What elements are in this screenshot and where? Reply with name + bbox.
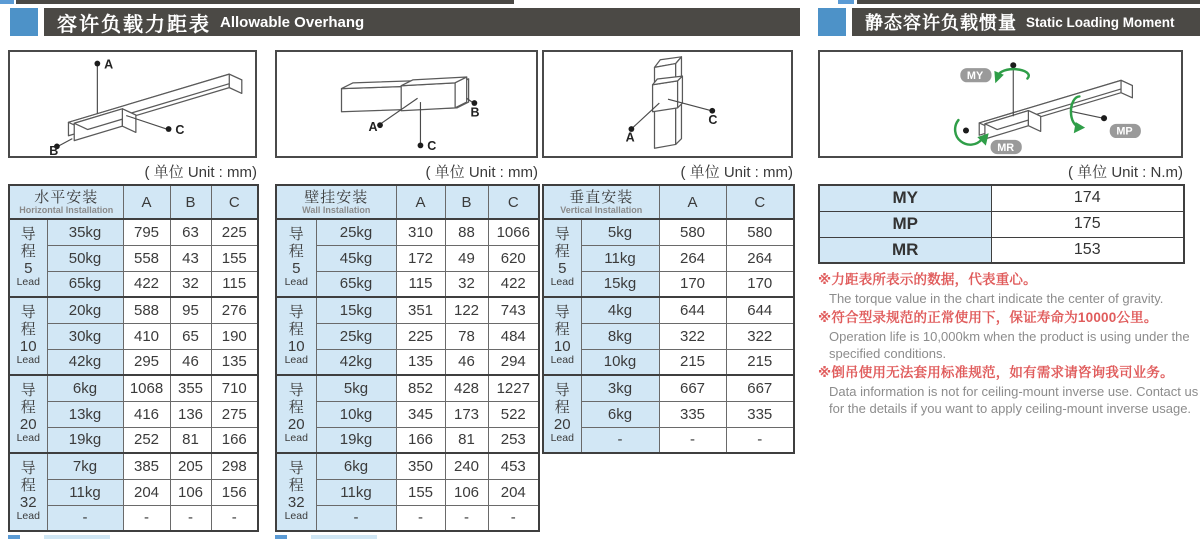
value-cell: 422 — [123, 271, 170, 297]
value-cell: 115 — [396, 271, 445, 297]
footnote — [818, 271, 1200, 307]
value-cell: 335 — [659, 401, 726, 427]
lead-char: 程 — [288, 320, 304, 338]
installation-title-cn: 垂直安装 — [569, 188, 634, 206]
unit-label-nm: ( 单位 Unit : N.m) — [1068, 164, 1183, 181]
value-cell: 422 — [488, 271, 539, 297]
lead-char: 程 — [20, 320, 36, 338]
table-row — [9, 245, 258, 271]
load-cell: 7kg — [47, 453, 123, 479]
value-cell: 345 — [396, 401, 445, 427]
value-cell: 81 — [170, 427, 211, 453]
value-cell: 335 — [726, 401, 794, 427]
value-cell: 350 — [396, 453, 445, 479]
value-cell: - — [211, 505, 258, 531]
lead-char: 程 — [554, 320, 570, 338]
horizontal-rail-drawing — [10, 52, 255, 156]
footnote-cn: ※力距表所表示的数据，代表重心。 — [818, 272, 1037, 287]
value-cell: 32 — [170, 271, 211, 297]
value-cell: 416 — [123, 401, 170, 427]
point-b-label: B — [470, 105, 480, 120]
lead-group-cell — [9, 297, 47, 375]
footnote-en: The torque value in the chart indicate the center of gravity. — [829, 290, 1164, 306]
value-cell: 322 — [659, 323, 726, 349]
my-moment-badge: MY — [966, 69, 984, 82]
lead-number: 20 — [553, 415, 571, 433]
table-row — [276, 297, 539, 323]
value-cell: 522 — [488, 401, 539, 427]
value-cell: 78 — [445, 323, 488, 349]
value-cell: 310 — [396, 219, 445, 245]
value-cell: 166 — [396, 427, 445, 453]
value-cell: 204 — [123, 479, 170, 505]
value-cell: 298 — [211, 453, 258, 479]
lead-group-cell — [276, 297, 316, 375]
installation-title-en: Vertical Installation — [560, 205, 643, 216]
footnotes — [818, 271, 1200, 419]
load-cell: 35kg — [47, 219, 123, 245]
value-cell: - — [445, 505, 488, 531]
table-row — [9, 271, 258, 297]
value-cell: 43 — [170, 245, 211, 271]
value-cell: 410 — [123, 323, 170, 349]
load-cell: 42kg — [47, 349, 123, 375]
lead-number: 10 — [287, 337, 305, 355]
lead-group-cell — [9, 219, 47, 297]
value-cell: 1068 — [123, 375, 170, 401]
value-cell: - — [659, 427, 726, 453]
table-row — [276, 219, 539, 245]
value-cell: 322 — [726, 323, 794, 349]
moment-header-bar — [852, 8, 1200, 36]
value-cell: 190 — [211, 323, 258, 349]
value-cell: 743 — [488, 297, 539, 323]
moment-title-cn: 静态容许负载惯量 — [865, 13, 1017, 33]
wall-installation-diagram — [275, 50, 538, 158]
value-cell: 172 — [396, 245, 445, 271]
bottom-cutoff-accent — [8, 535, 20, 539]
value-cell: 484 — [488, 323, 539, 349]
column-header-cell: A — [123, 185, 170, 219]
lead-char: 导 — [20, 381, 36, 399]
lead-group-cell — [9, 375, 47, 453]
lead-group-cell — [543, 219, 581, 297]
bottom-cutoff-cell — [311, 535, 377, 539]
lead-group-cell — [276, 453, 316, 531]
lead-char: 程 — [20, 476, 36, 494]
value-cell: 88 — [445, 219, 488, 245]
mp-moment-badge: MP — [1116, 125, 1133, 138]
lead-word: Lead — [550, 432, 574, 445]
load-cell: 45kg — [316, 245, 396, 271]
value-cell: 204 — [488, 479, 539, 505]
value-cell: 295 — [123, 349, 170, 375]
moment-accent-square — [818, 8, 846, 36]
lead-char: 程 — [288, 476, 304, 494]
unit-label-mm: ( 单位 Unit : mm) — [680, 164, 793, 181]
load-cell: 19kg — [316, 427, 396, 453]
moment-value-cell: 175 — [991, 211, 1184, 237]
unit-label-mm: ( 单位 Unit : mm) — [144, 164, 257, 181]
table-row — [276, 375, 539, 401]
value-cell: 225 — [211, 219, 258, 245]
value-cell: 240 — [445, 453, 488, 479]
load-cell: 5kg — [316, 375, 396, 401]
lead-char: 程 — [288, 242, 304, 260]
value-cell: 264 — [726, 245, 794, 271]
lead-word: Lead — [16, 276, 40, 289]
point-a-label: A — [104, 57, 114, 72]
value-cell: 215 — [659, 349, 726, 375]
value-cell: 453 — [488, 453, 539, 479]
lead-word: Lead — [550, 276, 574, 289]
lead-word: Lead — [550, 354, 574, 367]
moment-row — [819, 211, 1184, 237]
table-row — [276, 271, 539, 297]
lead-char: 导 — [288, 225, 304, 243]
load-cell: 8kg — [581, 323, 659, 349]
table-header-row — [543, 185, 794, 219]
table-row — [276, 401, 539, 427]
footnote-en: Data information is not for ceiling-mount inverse use. Contact us for the details if you want to apply ceiling-mount inverse usage. — [829, 384, 1199, 417]
table-row — [543, 219, 794, 245]
load-cell: 13kg — [47, 401, 123, 427]
load-cell: 25kg — [316, 219, 396, 245]
table-row — [276, 427, 539, 453]
table-row — [543, 427, 794, 453]
lead-word: Lead — [284, 276, 308, 289]
value-cell: 225 — [396, 323, 445, 349]
lead-char: 程 — [20, 242, 36, 260]
value-cell: 588 — [123, 297, 170, 323]
load-cell: 6kg — [316, 453, 396, 479]
value-cell: 580 — [726, 219, 794, 245]
value-cell: 155 — [396, 479, 445, 505]
lead-char: 程 — [554, 242, 570, 260]
load-cell: 4kg — [581, 297, 659, 323]
point-c-label: C — [175, 122, 185, 137]
value-cell: 46 — [170, 349, 211, 375]
lead-word: Lead — [284, 432, 308, 445]
footnote — [818, 309, 1200, 362]
footnote-en: Operation life is 10,000km when the product is using under the specified conditions. — [829, 328, 1190, 362]
value-cell: 276 — [211, 297, 258, 323]
bottom-cutoff-accent — [275, 535, 287, 539]
load-cell: 19kg — [47, 427, 123, 453]
load-cell: 65kg — [316, 271, 396, 297]
table-row — [276, 245, 539, 271]
load-cell: 6kg — [47, 375, 123, 401]
table-row — [9, 505, 258, 531]
load-cell: - — [47, 505, 123, 531]
table-row — [276, 453, 539, 479]
value-cell: 253 — [488, 427, 539, 453]
top-cutoff-accent — [838, 0, 854, 4]
point-a-label: A — [368, 119, 378, 134]
value-cell: 351 — [396, 297, 445, 323]
load-cell: 5kg — [581, 219, 659, 245]
moment-rail-drawing — [820, 52, 1181, 156]
table-row — [543, 401, 794, 427]
top-cutoff-bar — [16, 0, 514, 4]
installation-header-cell — [9, 185, 123, 219]
lead-group-cell — [543, 297, 581, 375]
lead-number: 20 — [19, 415, 37, 433]
static-moment-table — [818, 184, 1185, 264]
wall-installation-table — [275, 184, 540, 532]
load-cell: 30kg — [47, 323, 123, 349]
moment-label-cell: MR — [819, 237, 991, 263]
value-cell: 106 — [445, 479, 488, 505]
moment-value-cell: 174 — [991, 185, 1184, 211]
lead-char: 程 — [554, 398, 570, 416]
lead-word: Lead — [16, 510, 40, 523]
value-cell: 644 — [726, 297, 794, 323]
lead-number: 5 — [558, 259, 567, 277]
moment-row — [819, 237, 1184, 263]
footnote — [818, 364, 1200, 417]
lead-char: 导 — [554, 225, 570, 243]
table-row — [543, 375, 794, 401]
load-cell: - — [316, 505, 396, 531]
table-row — [276, 349, 539, 375]
moment-label-cell: MY — [819, 185, 991, 211]
load-cell: 15kg — [581, 271, 659, 297]
column-header-cell: B — [170, 185, 211, 219]
value-cell: 667 — [659, 375, 726, 401]
static-moment-diagram — [818, 50, 1183, 158]
column-header-cell: B — [445, 185, 488, 219]
value-cell: 205 — [170, 453, 211, 479]
moment-value-cell: 153 — [991, 237, 1184, 263]
overhang-accent-square — [10, 8, 38, 36]
lead-number: 5 — [292, 259, 301, 277]
value-cell: 63 — [170, 219, 211, 245]
value-cell: 264 — [659, 245, 726, 271]
value-cell: 355 — [170, 375, 211, 401]
top-cutoff-bar — [857, 0, 1200, 4]
lead-number: 32 — [287, 493, 305, 511]
lead-group-cell — [276, 375, 316, 453]
value-cell: 122 — [445, 297, 488, 323]
mr-moment-badge: MR — [997, 141, 1015, 154]
value-cell: 385 — [123, 453, 170, 479]
lead-word: Lead — [284, 510, 308, 523]
value-cell: 95 — [170, 297, 211, 323]
wall-rail-drawing — [277, 52, 536, 156]
load-cell: 11kg — [47, 479, 123, 505]
load-cell: 10kg — [316, 401, 396, 427]
value-cell: 667 — [726, 375, 794, 401]
load-cell: 11kg — [581, 245, 659, 271]
column-header-cell: A — [396, 185, 445, 219]
table-row — [9, 453, 258, 479]
moment-title-en: Static Loading Moment — [1026, 14, 1175, 30]
table-row — [543, 271, 794, 297]
lead-number: 5 — [24, 259, 33, 277]
moment-label-cell: MP — [819, 211, 991, 237]
point-a-label: A — [625, 130, 635, 145]
lead-number: 10 — [19, 337, 37, 355]
value-cell: 156 — [211, 479, 258, 505]
lead-char: 导 — [288, 459, 304, 477]
lead-group-cell — [276, 219, 316, 297]
value-cell: 252 — [123, 427, 170, 453]
load-cell: 15kg — [316, 297, 396, 323]
lead-number: 32 — [19, 493, 37, 511]
overhang-title-cn: 容许负载力距表 — [57, 13, 211, 36]
lead-char: 导 — [288, 381, 304, 399]
footnote-cn: ※倒吊使用无法套用标准规范，如有需求请咨询我司业务。 — [818, 365, 1174, 381]
lead-group-cell — [543, 375, 581, 453]
installation-header-cell — [276, 185, 396, 219]
value-cell: 170 — [726, 271, 794, 297]
lead-number: 10 — [553, 337, 571, 355]
value-cell: 136 — [170, 401, 211, 427]
value-cell: 135 — [396, 349, 445, 375]
point-c-label: C — [427, 139, 437, 154]
lead-char: 程 — [288, 398, 304, 416]
lead-word: Lead — [16, 354, 40, 367]
table-row — [543, 349, 794, 375]
column-header-cell: A — [659, 185, 726, 219]
value-cell: 215 — [726, 349, 794, 375]
value-cell: 170 — [659, 271, 726, 297]
load-cell: 42kg — [316, 349, 396, 375]
column-header-cell: C — [211, 185, 258, 219]
table-row — [9, 349, 258, 375]
value-cell: 710 — [211, 375, 258, 401]
vertical-rail-drawing — [544, 52, 791, 156]
value-cell: 46 — [445, 349, 488, 375]
table-row — [276, 323, 539, 349]
value-cell: - — [396, 505, 445, 531]
value-cell: 65 — [170, 323, 211, 349]
table-row — [9, 479, 258, 505]
point-b-label: B — [49, 144, 59, 156]
table-row — [9, 323, 258, 349]
table-row — [9, 219, 258, 245]
load-cell: 25kg — [316, 323, 396, 349]
lead-char: 导 — [20, 303, 36, 321]
lead-char: 导 — [20, 459, 36, 477]
table-row — [276, 479, 539, 505]
overhang-header-bar — [44, 8, 800, 36]
vertical-installation-table — [542, 184, 795, 454]
moment-row — [819, 185, 1184, 211]
table-row — [543, 323, 794, 349]
table-row — [9, 375, 258, 401]
value-cell: 558 — [123, 245, 170, 271]
column-header-cell: C — [726, 185, 794, 219]
value-cell: 49 — [445, 245, 488, 271]
value-cell: 155 — [211, 245, 258, 271]
value-cell: 294 — [488, 349, 539, 375]
value-cell: 135 — [211, 349, 258, 375]
lead-number: 20 — [287, 415, 305, 433]
load-cell: 11kg — [316, 479, 396, 505]
value-cell: - — [726, 427, 794, 453]
installation-header-cell — [543, 185, 659, 219]
load-cell: 65kg — [47, 271, 123, 297]
value-cell: 428 — [445, 375, 488, 401]
value-cell: 644 — [659, 297, 726, 323]
installation-title-cn: 壁挂安装 — [304, 188, 369, 206]
lead-char: 导 — [554, 381, 570, 399]
value-cell: 275 — [211, 401, 258, 427]
table-row — [543, 245, 794, 271]
value-cell: 81 — [445, 427, 488, 453]
load-cell: 6kg — [581, 401, 659, 427]
value-cell: 106 — [170, 479, 211, 505]
lead-char: 导 — [554, 303, 570, 321]
bottom-cutoff-cell — [44, 535, 110, 539]
load-cell: 50kg — [47, 245, 123, 271]
lead-char: 导 — [20, 225, 36, 243]
load-cell: - — [581, 427, 659, 453]
load-cell: 20kg — [47, 297, 123, 323]
lead-word: Lead — [284, 354, 308, 367]
load-cell: 3kg — [581, 375, 659, 401]
value-cell: 620 — [488, 245, 539, 271]
value-cell: - — [488, 505, 539, 531]
table-header-row — [9, 185, 258, 219]
value-cell: 32 — [445, 271, 488, 297]
footnote-cn: ※符合型录规范的正常使用下，保证寿命为10000公里。 — [818, 310, 1158, 326]
value-cell: 852 — [396, 375, 445, 401]
load-cell: 10kg — [581, 349, 659, 375]
lead-group-cell — [9, 453, 47, 531]
value-cell: - — [123, 505, 170, 531]
installation-title-en: Wall Installation — [302, 205, 371, 216]
value-cell: 173 — [445, 401, 488, 427]
column-header-cell: C — [488, 185, 539, 219]
lead-char: 程 — [20, 398, 36, 416]
value-cell: 1066 — [488, 219, 539, 245]
installation-title-en: Horizontal Installation — [19, 205, 114, 216]
top-cutoff-accent — [0, 0, 14, 4]
installation-title-cn: 水平安装 — [34, 188, 99, 206]
table-row — [9, 427, 258, 453]
value-cell: 1227 — [488, 375, 539, 401]
value-cell: 166 — [211, 427, 258, 453]
overhang-title-en: Allowable Overhang — [220, 13, 365, 31]
table-row — [9, 297, 258, 323]
table-row — [543, 297, 794, 323]
lead-word: Lead — [16, 432, 40, 445]
table-header-row — [276, 185, 539, 219]
table-row — [9, 401, 258, 427]
point-c-label: C — [708, 113, 718, 128]
value-cell: 580 — [659, 219, 726, 245]
unit-label-mm: ( 单位 Unit : mm) — [425, 164, 538, 181]
table-row — [276, 505, 539, 531]
horizontal-installation-diagram — [8, 50, 257, 158]
vertical-installation-diagram — [542, 50, 793, 158]
value-cell: - — [170, 505, 211, 531]
horizontal-installation-table — [8, 184, 259, 532]
value-cell: 115 — [211, 271, 258, 297]
value-cell: 795 — [123, 219, 170, 245]
lead-char: 导 — [288, 303, 304, 321]
